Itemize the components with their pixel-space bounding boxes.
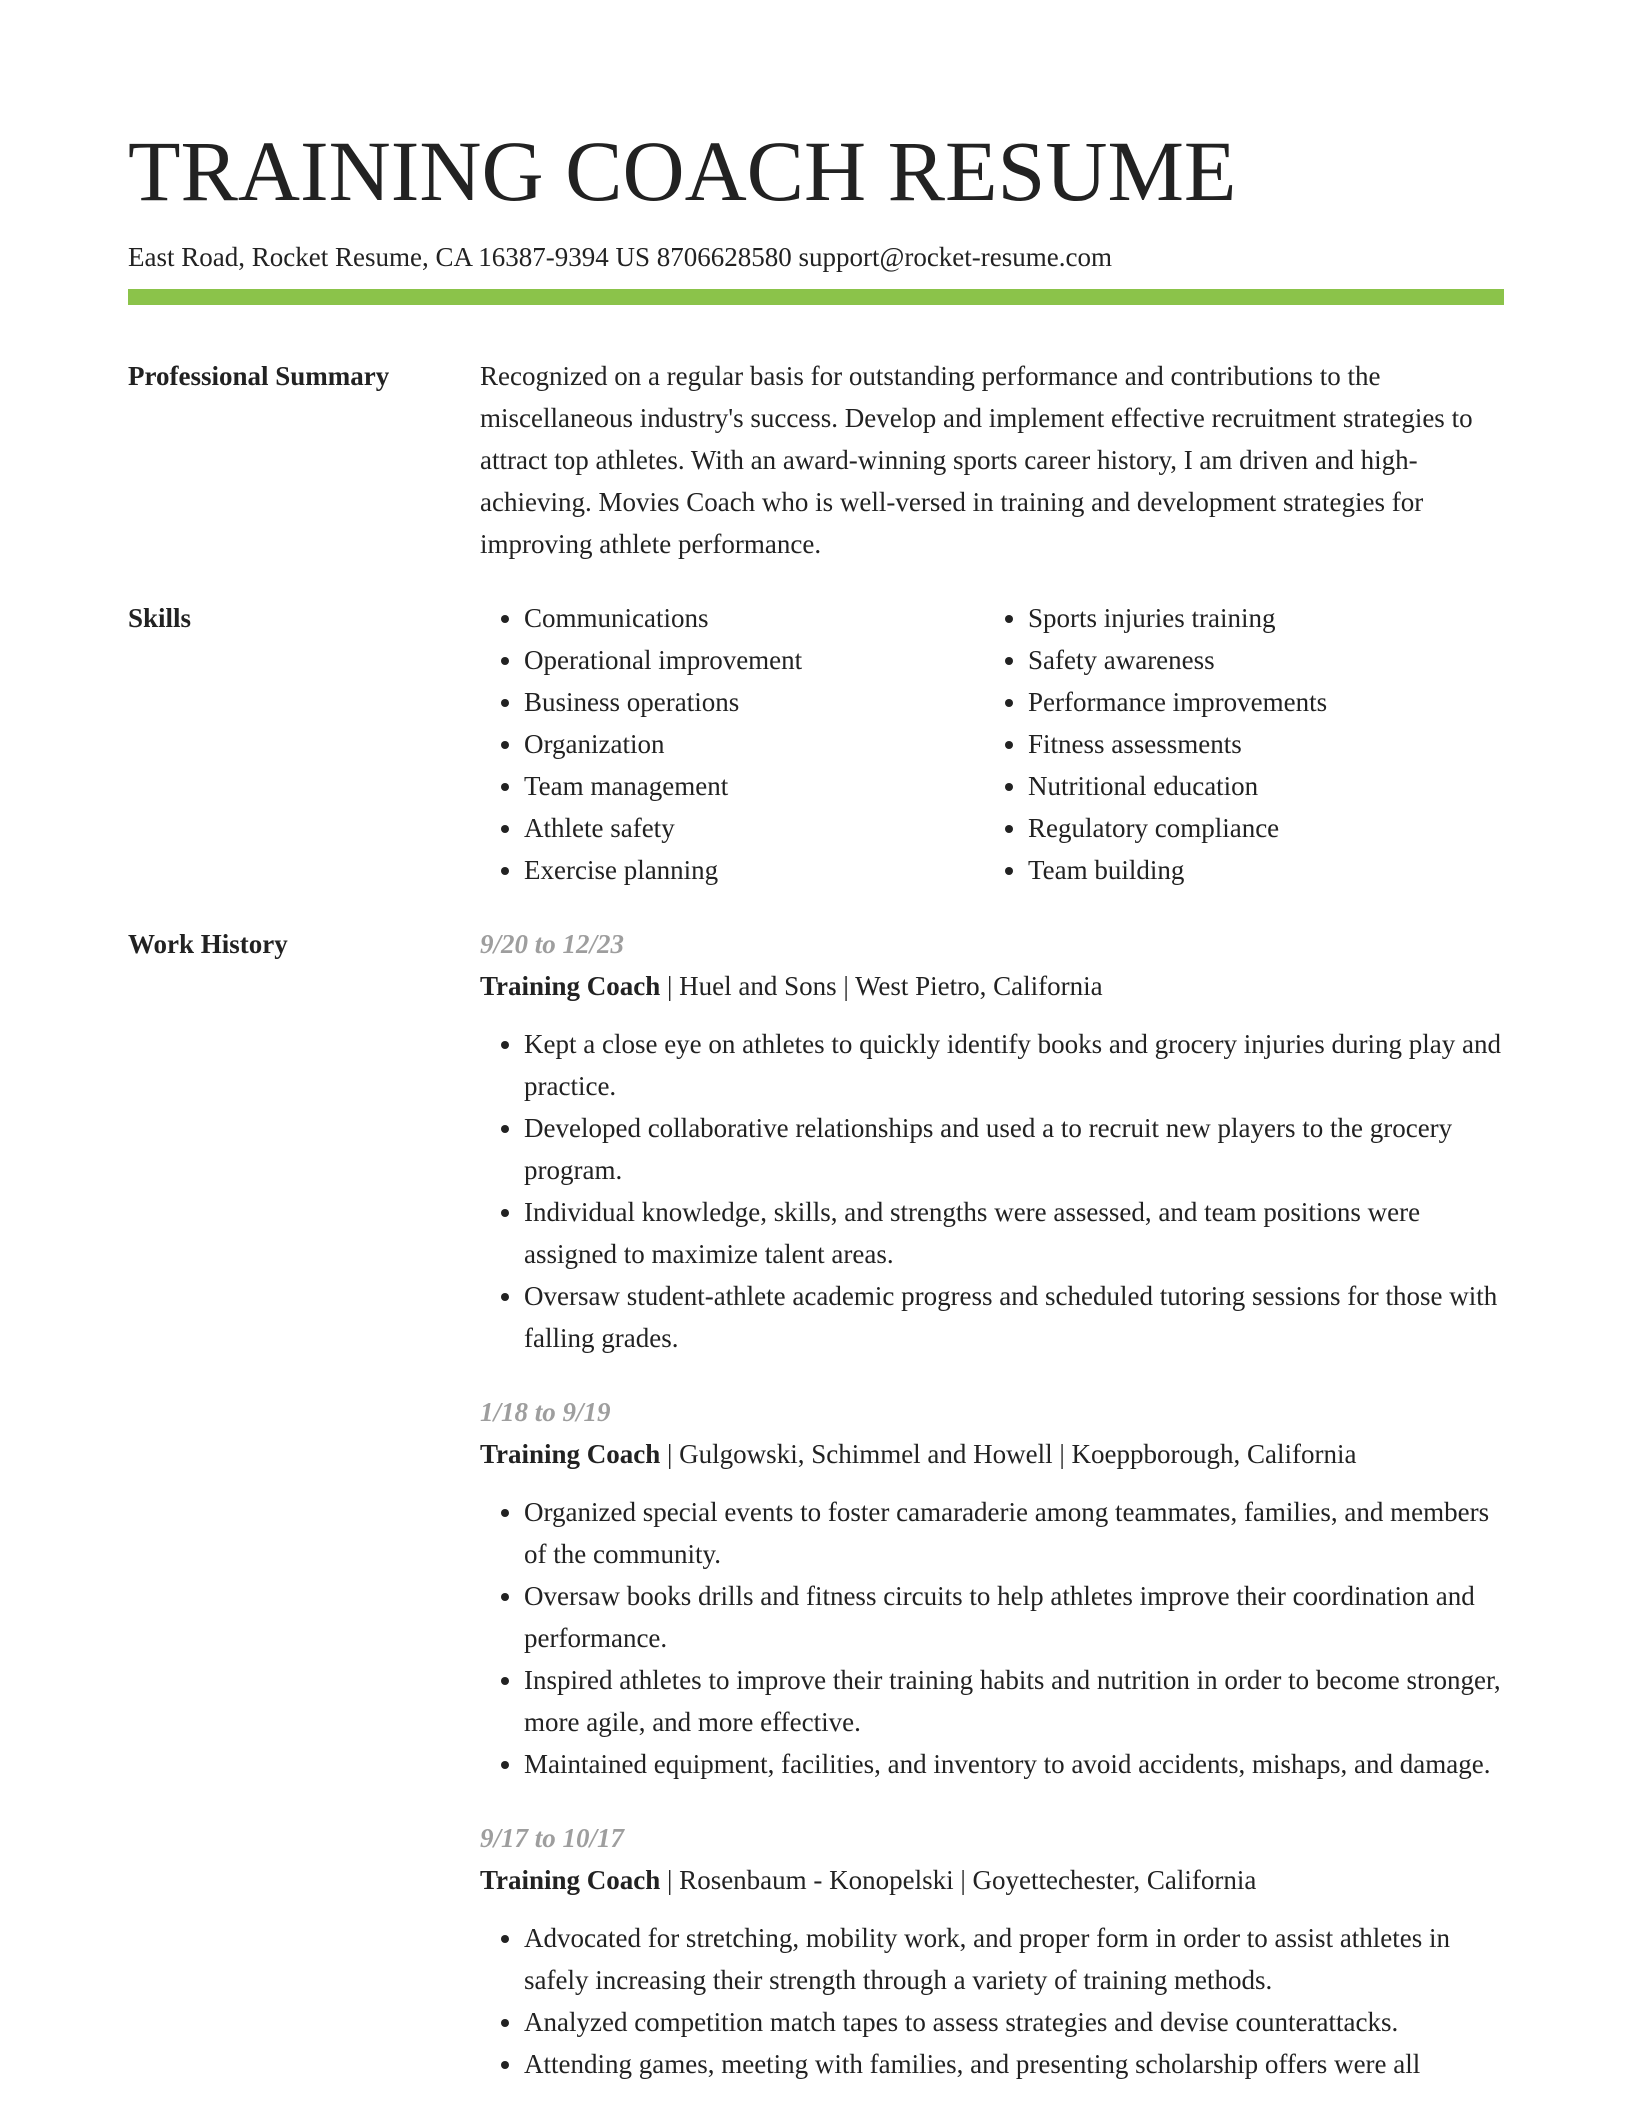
job-bullet: • Oversaw student-athlete academic progress and scheduled tutoring sessions for those with falling grades. <box>524 1275 1504 1359</box>
job-bullets <box>480 1917 1504 2085</box>
job-title: Training Coach <box>480 971 661 1001</box>
skill-item: • Sports injuries training <box>1028 597 1488 639</box>
job-dates: 9/20 to 12/23 <box>480 929 625 959</box>
skill-item: • Nutritional education <box>1028 765 1488 807</box>
job-bullet: • Advocated for stretching, mobility work, and proper form in order to assist athletes in safely increasing their strength through a variety of training methods. <box>524 1917 1504 2001</box>
work-history-section <box>128 923 1504 2117</box>
job-entry <box>480 1817 1504 2085</box>
job-bullet: • Kept a close eye on athletes to quickly identify books and grocery injuries during play and practice. <box>524 1023 1504 1107</box>
job-heading <box>480 1859 1504 1901</box>
skill-item: • Team building <box>1028 849 1488 891</box>
skill-item: • Business operations <box>524 681 984 723</box>
job-dates: 9/17 to 10/17 <box>480 1823 625 1853</box>
skill-item: • Fitness assessments <box>1028 723 1488 765</box>
summary-section <box>128 355 1504 565</box>
job-bullet: • Developed collaborative relationships and used a to recruit new players to the grocery program. <box>524 1107 1504 1191</box>
job-bullets <box>480 1491 1504 1785</box>
contact-line: East Road, Rocket Resume, CA 16387-9394 US 8706628580 support@rocket-resume.com <box>128 242 1112 272</box>
work-history-label: Work History <box>128 929 288 959</box>
skill-item: • Regulatory compliance <box>1028 807 1488 849</box>
job-details: | Huel and Sons | West Pietro, California <box>660 971 1103 1001</box>
job-bullet: • Organized special events to foster camaraderie among teammates, families, and members of the community. <box>524 1491 1504 1575</box>
job-entry <box>480 923 1504 1359</box>
job-title: Training Coach <box>480 1865 661 1895</box>
job-bullet: • Analyzed competition match tapes to assess strategies and devise counterattacks. <box>524 2001 1504 2043</box>
skill-item: • Performance improvements <box>1028 681 1488 723</box>
skills-label: Skills <box>128 603 192 633</box>
resume-title: TRAINING COACH RESUME <box>128 123 1237 219</box>
job-heading <box>480 1433 1504 1475</box>
job-bullet: • Oversaw books drills and fitness circuits to help athletes improve their coordination and performance. <box>524 1575 1504 1659</box>
skill-item: • Communications <box>524 597 984 639</box>
job-details: | Rosenbaum - Konopelski | Goyettechester, California <box>660 1865 1257 1895</box>
job-bullets <box>480 1023 1504 1359</box>
skills-list-right <box>984 597 1488 891</box>
skill-item: • Safety awareness <box>1028 639 1488 681</box>
job-bullet: • Maintained equipment, facilities, and inventory to avoid accidents, mishaps, and damage. <box>524 1743 1504 1785</box>
skill-item: • Operational improvement <box>524 639 984 681</box>
resume-page <box>128 0 1504 2117</box>
skill-item: • Exercise planning <box>524 849 984 891</box>
job-bullet: • Attending games, meeting with families, and presenting scholarship offers were all <box>524 2043 1504 2085</box>
skill-item: • Athlete safety <box>524 807 984 849</box>
skills-list-left <box>480 597 984 891</box>
skills-section <box>128 597 1504 891</box>
job-title: Training Coach <box>480 1439 661 1469</box>
accent-rule <box>128 289 1504 305</box>
job-dates: 1/18 to 9/19 <box>480 1397 611 1427</box>
summary-text: Recognized on a regular basis for outstanding performance and contributions to the miscellaneous industry's success. Develop and implement effective recruitment strategies to attract top athletes. With an award-winning sports career history, I am driven and high-achieving. Movies Coach who is well-versed in training and development strategies for improving athlete performance. <box>480 361 1473 559</box>
skill-item: • Team management <box>524 765 984 807</box>
job-entry <box>480 1391 1504 1785</box>
summary-label: Professional Summary <box>128 361 390 391</box>
job-bullet: • Inspired athletes to improve their training habits and nutrition in order to become stronger, more agile, and more effective. <box>524 1659 1504 1743</box>
job-bullet: • Individual knowledge, skills, and strengths were assessed, and team positions were assigned to maximize talent areas. <box>524 1191 1504 1275</box>
job-heading <box>480 965 1504 1007</box>
skill-item: • Organization <box>524 723 984 765</box>
job-details: | Gulgowski, Schimmel and Howell | Koeppborough, California <box>660 1439 1357 1469</box>
